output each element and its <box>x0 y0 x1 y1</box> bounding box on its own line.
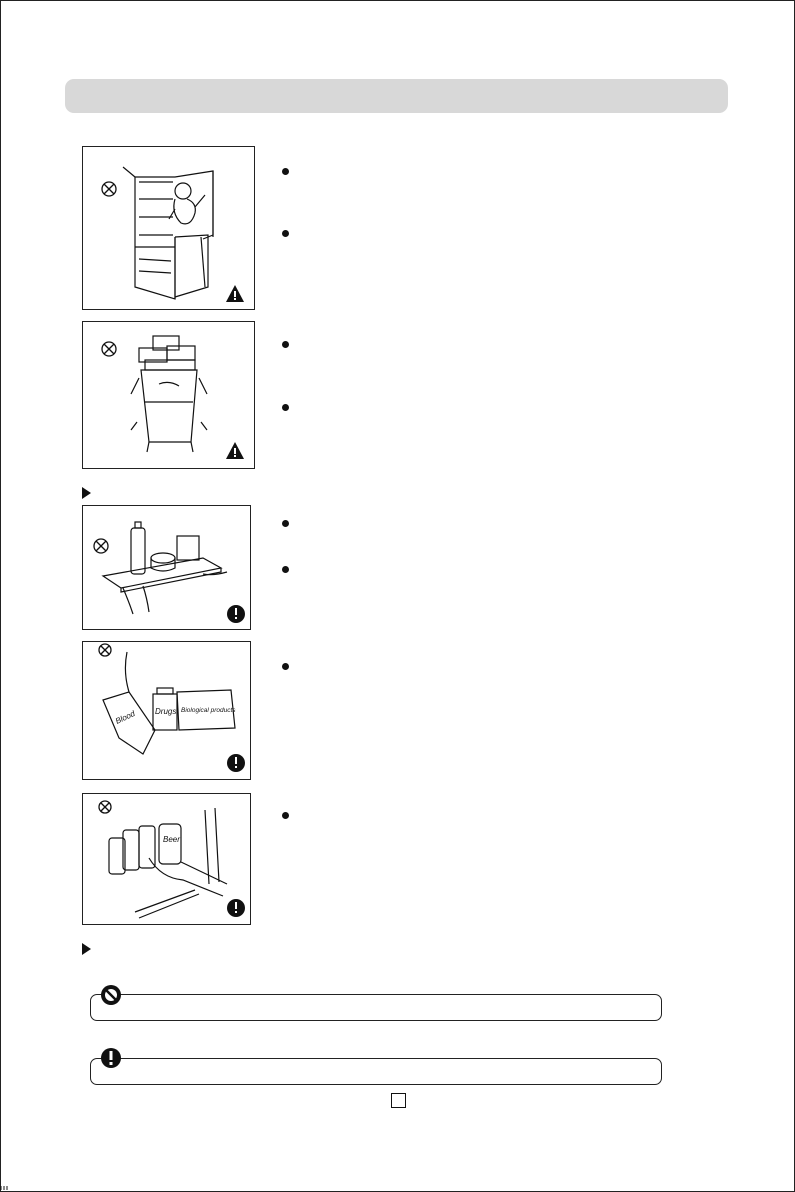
bullet-7 <box>282 663 289 670</box>
prohibit-icon <box>102 182 116 196</box>
illustration-blood-drugs-biological <box>82 641 251 780</box>
illustration-boxes-on-fridge <box>82 321 255 469</box>
bullet-8 <box>282 812 289 819</box>
prohibit-icon <box>99 801 111 813</box>
prohibit-icon <box>102 342 116 356</box>
bullet-5 <box>282 520 289 527</box>
mandatory-icon <box>227 605 245 623</box>
prohibit-circle-icon <box>100 984 122 1006</box>
section-marker-icon <box>82 943 91 955</box>
legend-box-mandatory <box>90 1058 662 1085</box>
bullet-1 <box>282 168 289 175</box>
warning-triangle-icon <box>226 442 244 459</box>
label-blood: Blood <box>114 709 137 726</box>
crop-mark <box>0 1186 10 1190</box>
section-marker-icon <box>82 487 91 499</box>
illustration-child-climbing-fridge <box>82 146 255 310</box>
warning-triangle-icon <box>226 285 244 302</box>
illustration-chemicals-on-shelf <box>82 505 251 630</box>
mandatory-icon <box>227 754 245 772</box>
prohibit-icon <box>99 644 111 656</box>
bullet-4 <box>282 404 289 411</box>
bullet-3 <box>282 341 289 348</box>
illustration-beer-cans <box>82 793 251 925</box>
prohibit-icon <box>94 539 108 553</box>
mandatory-icon <box>227 899 245 917</box>
label-biological-products: Biological products <box>181 707 236 714</box>
mandatory-circle-icon <box>100 1047 122 1069</box>
page-number-box <box>391 1093 406 1108</box>
label-drugs: Drugs <box>155 707 177 716</box>
bullet-2 <box>282 230 289 237</box>
legend-box-prohibit <box>90 994 662 1021</box>
section-header-bar <box>65 79 728 113</box>
bullet-6 <box>282 566 289 573</box>
label-beer: Beer <box>163 835 180 844</box>
